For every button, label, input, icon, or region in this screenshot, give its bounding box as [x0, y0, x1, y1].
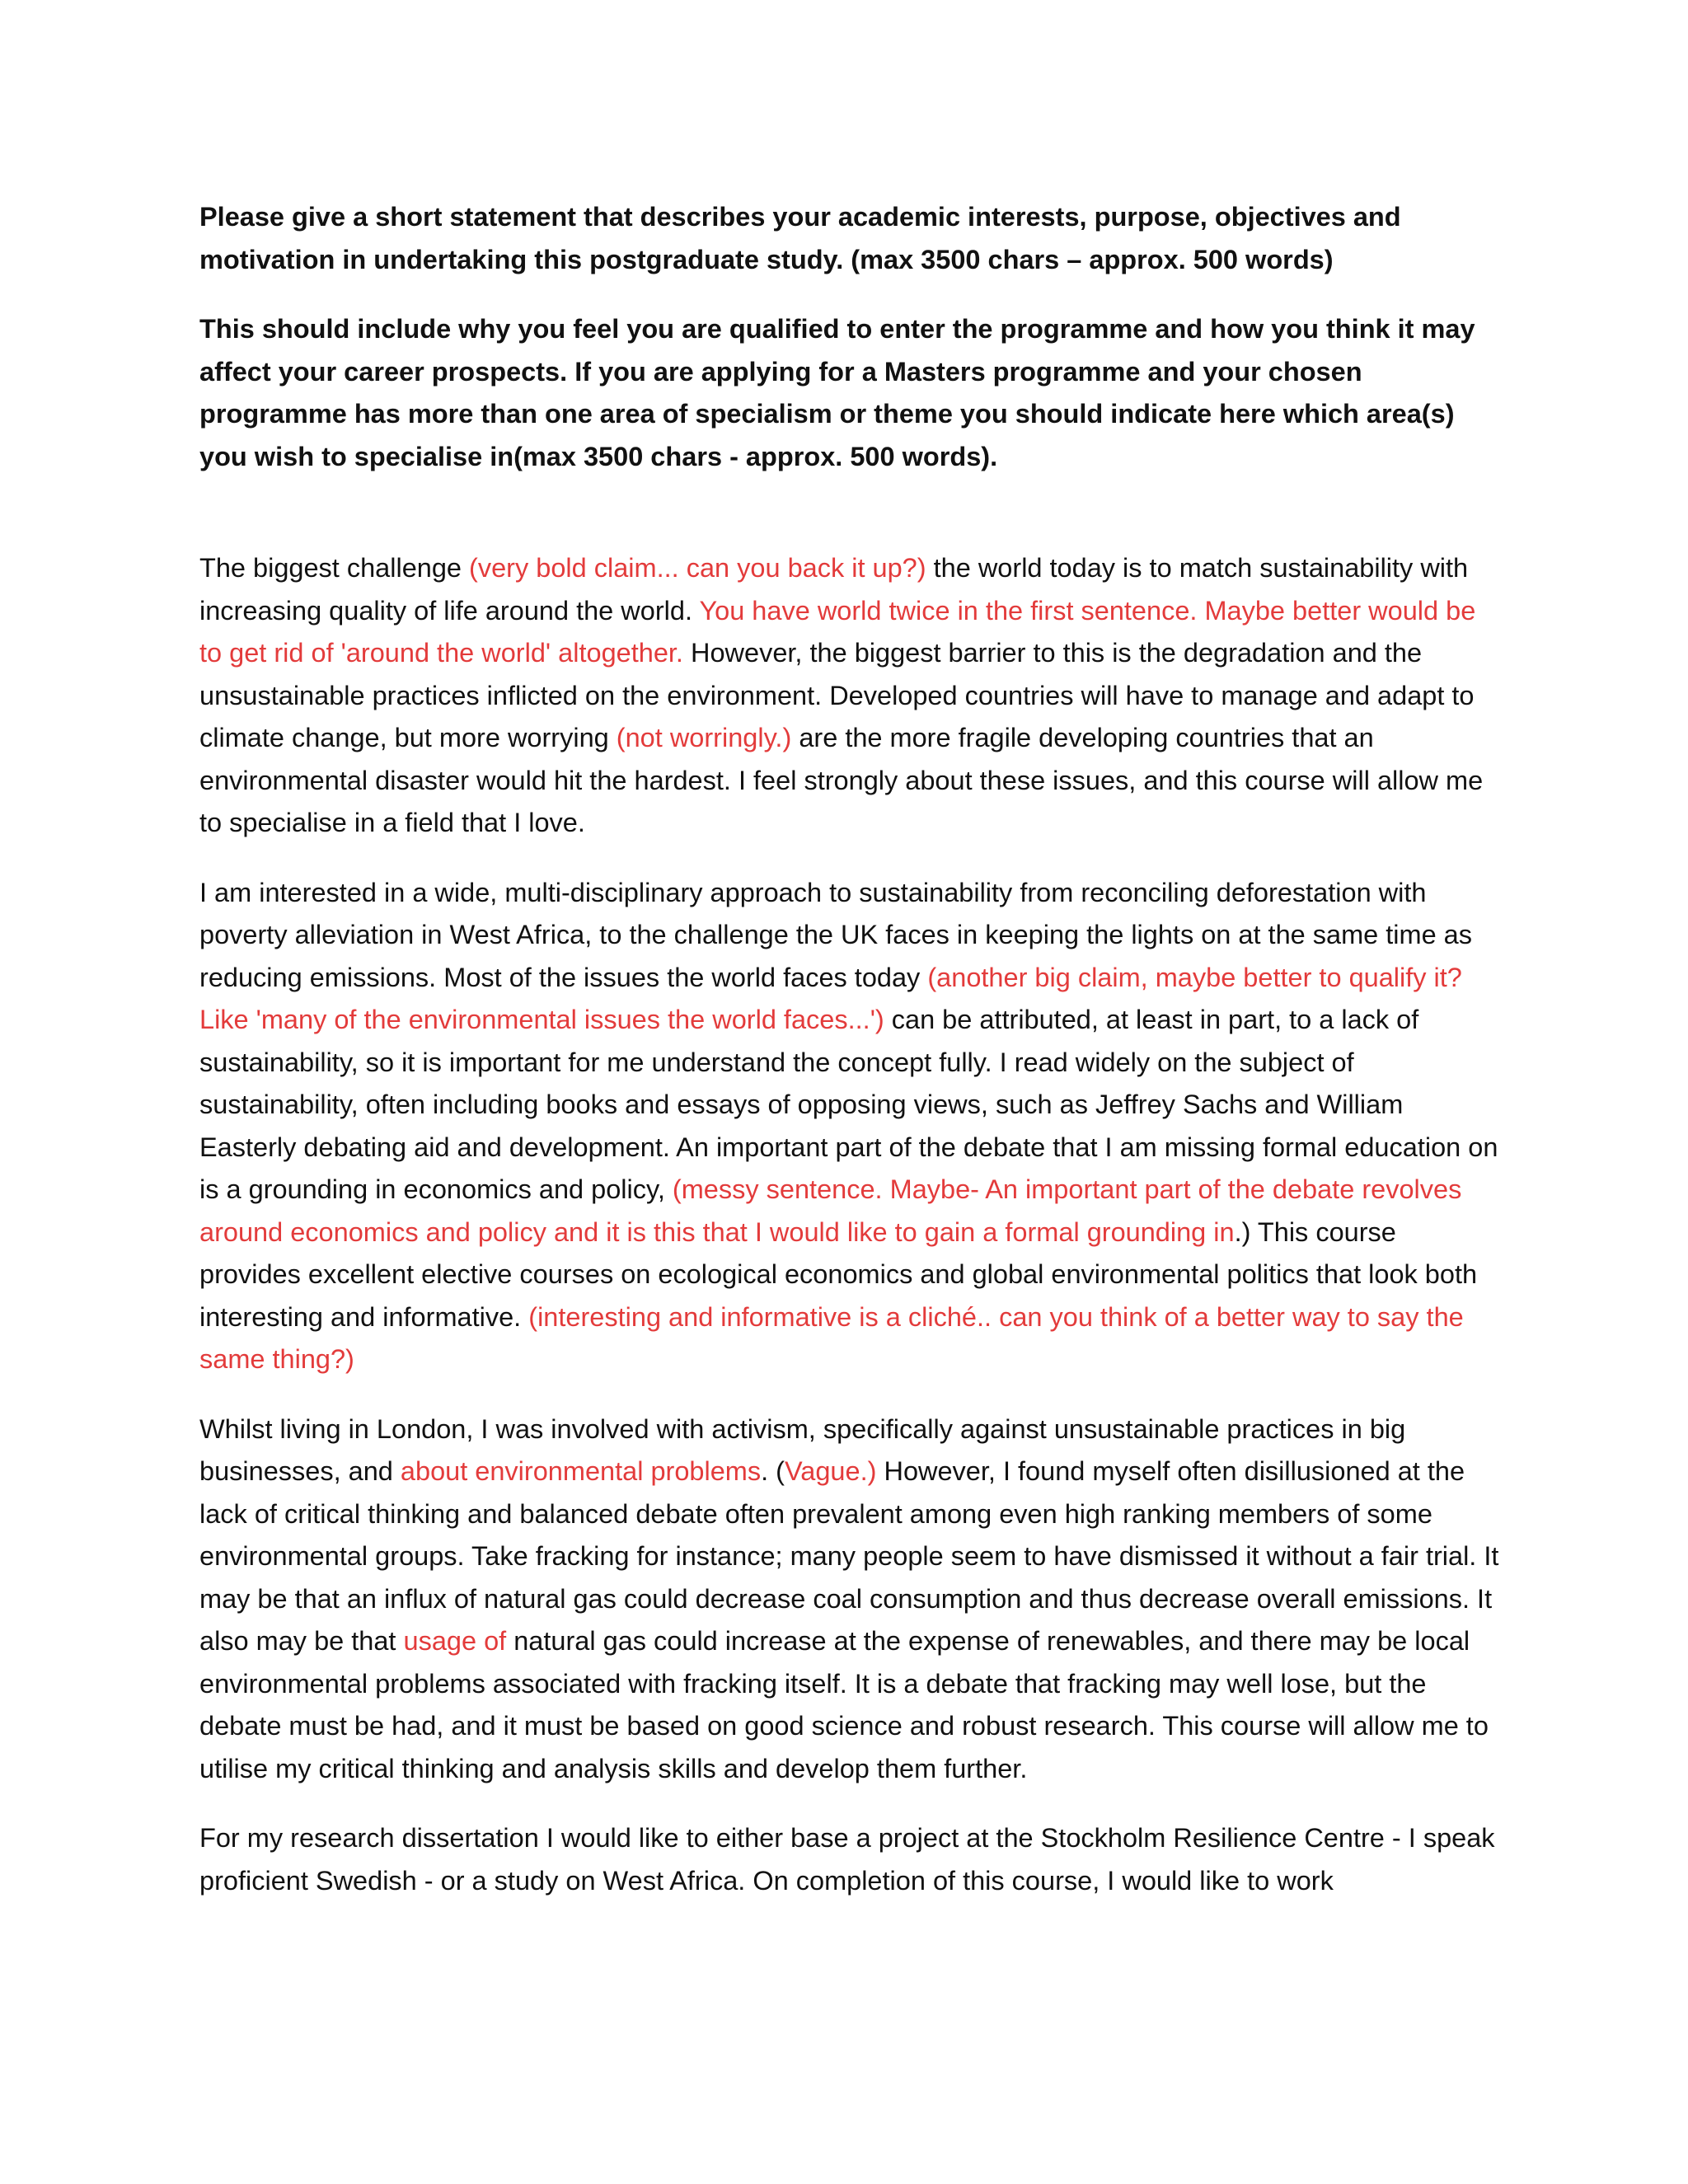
prompt-heading: Please give a short statement that describes your academic interests, purpose, objectives and motivation in undertaking this postgraduate study. (max 3500 chars – approx. 500 words) [199, 202, 1401, 274]
body-text: . ( [761, 1456, 785, 1486]
body-text: I am interested in a wide, multi-disciplinary approach to sustainability from reconciling deforestation with poverty alleviation in West Africa, to the challenge the UK faces in keeping the lights on at the same time as reducing emissions. Most of the issues the world faces today [199, 877, 1473, 992]
paragraph-2 [199, 872, 1502, 1381]
paragraph-3 [199, 1408, 1502, 1791]
body-text: The biggest challenge [199, 553, 470, 583]
prompt-instructions: This should include why you feel you are qualified to enter the programme and how you think it may affect your career prospects. If you are applying for a Masters programme and your chosen programme has more than one area of specialism or theme you should indicate here which area(s) you wish to specialise in(max 3500 chars - approx. 500 words). [199, 314, 1475, 471]
reviewer-comment: (very bold claim... can you back it up?) [469, 553, 926, 583]
body-text: are the more fragile developing countries that an environmental disaster would hit the hardest. I feel strongly about these issues, and this course will allow me to specialise in a field that I love. [199, 723, 1484, 837]
body-text: For my research dissertation I would like to either base a project at the Stockholm Resilience Centre - I speak proficient Swedish - or a study on West Africa. On completion of this course, I would like to work [199, 1823, 1495, 1896]
reviewer-comment: (messy sentence. Maybe- An important part of the debate revolves around economics and policy and it is this that I would like to gain a formal grounding in [199, 1174, 1462, 1247]
reviewer-comment: You have world twice in the first sentence. Maybe better would be to get rid of 'around the world' altogether. [199, 595, 1476, 668]
body-text: can be attributed, at least in part, to a lack of sustainability, so it is important for me understand the concept fully. I read widely on the subject of sustainability, often including books and essays of opposing views, such as Jeffrey Sachs and William Easterly debating aid and development. An important part of the debate that I am missing formal education on is a grounding in economics and policy, [199, 1005, 1498, 1204]
reviewer-comment: (not worringly.) [616, 723, 792, 752]
paragraph-4 [199, 1817, 1502, 1902]
body-text: the world today is to match sustainability with increasing quality of life around the world. [199, 553, 1469, 626]
reviewer-comment: (interesting and informative is a cliché.. can you think of a better way to say the same thing?) [199, 1301, 1464, 1374]
reviewer-comment: about environmental problems [400, 1456, 762, 1486]
reviewer-comment: (another big claim, maybe better to qualify it? Like 'many of the environmental issues the world faces...') [199, 962, 1462, 1034]
body-text: However, the biggest barrier to this is the degradation and the unsustainable practices inflicted on the environment. Developed countries will have to manage and adapt to climate change, but more worrying [199, 638, 1475, 752]
body-text: Whilst living in London, I was involved with activism, specifically against unsustainable practices in big businesses, and [199, 1413, 1406, 1486]
reviewer-comment: usage of [403, 1626, 507, 1656]
paragraph-1 [199, 547, 1502, 845]
document-body [199, 196, 1502, 1929]
reviewer-comment: Vague.) [785, 1456, 877, 1486]
body-text: natural gas could increase at the expense of renewables, and there may be local environmental problems associated with fracking itself. It is a debate that fracking may well lose, but the debate must be had, and it must be based on good science and robust research. This course will allow me to utilise my critical thinking and analysis skills and develop them further. [199, 1626, 1489, 1783]
body-text: .) This course provides excellent elective courses on ecological economics and global environmental politics that look both interesting and informative. [199, 1216, 1478, 1332]
body-text: However, I found myself often disillusioned at the lack of critical thinking and balanced debate often prevalent among even high ranking members of some environmental groups. Take fracking for instance; many people seem to have dismissed it without a fair trial. It may be that an influx of natural gas could decrease coal consumption and thus decrease overall emissions. It also may be that [199, 1456, 1499, 1656]
